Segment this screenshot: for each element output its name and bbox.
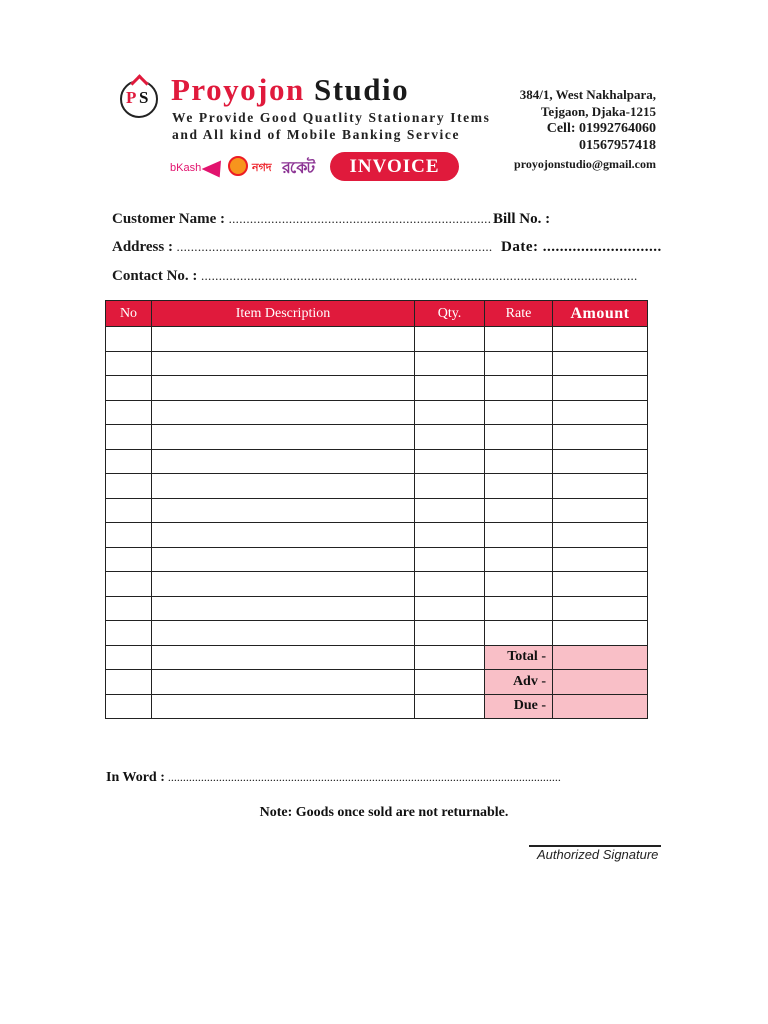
table-cell[interactable]: [106, 376, 152, 401]
table-cell[interactable]: [106, 474, 152, 499]
table-cell[interactable]: [553, 498, 648, 523]
address-label: Address :: [112, 239, 173, 255]
bill-no-field[interactable]: Bill No. :: [493, 211, 551, 227]
address-field[interactable]: [112, 239, 492, 256]
table-cell[interactable]: [415, 474, 485, 499]
return-policy-note: Note: Goods once sold are not returnable.: [259, 805, 509, 820]
cell-number-2: 01567957418: [579, 138, 656, 153]
table-cell[interactable]: [415, 547, 485, 572]
invoice-items-table: [105, 300, 648, 719]
rocket-logo: রকেট: [282, 160, 315, 177]
table-cell[interactable]: [415, 596, 485, 621]
header-item-description: Item Description: [152, 301, 415, 327]
table-row: [106, 327, 648, 352]
table-cell[interactable]: [152, 425, 415, 450]
date-field[interactable]: Date: ............................: [501, 239, 662, 255]
table-cell[interactable]: [152, 523, 415, 548]
table-cell[interactable]: [106, 621, 152, 646]
table-cell[interactable]: [553, 572, 648, 597]
table-cell[interactable]: [152, 327, 415, 352]
cell-number-1: Cell: 01992764060: [546, 121, 656, 136]
brand-name-part1: Proyojon: [171, 72, 305, 107]
address-line2: Tejgaon, Djaka-1215: [540, 104, 656, 119]
customer-name-dots: ..........................................................................: [225, 211, 492, 226]
header-qty: Qty.: [415, 301, 485, 327]
brand-name: [171, 72, 409, 108]
nagad-logo: নগদ: [252, 162, 272, 174]
table-row: [106, 670, 648, 695]
table-cell[interactable]: [152, 376, 415, 401]
bkash-bird-icon: [202, 155, 227, 178]
address-dots: .........................................................................................: [172, 239, 493, 254]
contact-label: Contact No. :: [112, 268, 198, 284]
table-cell[interactable]: [106, 645, 152, 670]
table-cell[interactable]: [415, 670, 485, 695]
tagline-line2: and All kind of Mobile Banking Service: [172, 127, 461, 142]
summary-value-cell[interactable]: [553, 694, 648, 719]
table-row: [106, 645, 648, 670]
table-row: [106, 449, 648, 474]
table-cell[interactable]: [106, 498, 152, 523]
table-cell[interactable]: [415, 400, 485, 425]
table-row: [106, 694, 648, 719]
table-cell[interactable]: [152, 449, 415, 474]
table-cell[interactable]: [485, 400, 553, 425]
table-cell[interactable]: [553, 376, 648, 401]
table-row: [106, 376, 648, 401]
table-cell[interactable]: [415, 498, 485, 523]
tagline-line1: We Provide Good Quatlity Stationary Items: [172, 110, 491, 125]
address-line1: 384/1, West Nakhalpara,: [519, 87, 656, 102]
table-cell[interactable]: [485, 498, 553, 523]
table-cell[interactable]: [553, 596, 648, 621]
table-cell[interactable]: [415, 449, 485, 474]
table-cell[interactable]: [152, 474, 415, 499]
table-cell[interactable]: [415, 523, 485, 548]
header-amount: Amount: [553, 301, 648, 327]
table-row: [106, 572, 648, 597]
table-cell[interactable]: [553, 547, 648, 572]
table-cell[interactable]: [485, 596, 553, 621]
table-row: [106, 400, 648, 425]
table-header-row: [106, 301, 648, 327]
table-row: [106, 547, 648, 572]
table-cell[interactable]: [152, 670, 415, 695]
summary-label: Adv -: [485, 670, 553, 695]
table-cell[interactable]: [485, 474, 553, 499]
brand-name-part2: Studio: [313, 72, 410, 107]
table-cell[interactable]: [152, 621, 415, 646]
table-cell[interactable]: [485, 547, 553, 572]
table-cell[interactable]: [485, 425, 553, 450]
table-cell[interactable]: [106, 694, 152, 719]
email-address: proyojonstudio@gmail.com: [514, 157, 656, 171]
table-cell[interactable]: [553, 523, 648, 548]
table-cell[interactable]: [553, 400, 648, 425]
contact-field[interactable]: [112, 268, 638, 285]
table-cell[interactable]: [415, 327, 485, 352]
table-cell[interactable]: [485, 523, 553, 548]
table-cell[interactable]: [553, 351, 648, 376]
summary-label: Due -: [485, 694, 553, 719]
header-rate: Rate: [485, 301, 553, 327]
table-cell[interactable]: [415, 351, 485, 376]
table-cell[interactable]: [553, 449, 648, 474]
table-cell[interactable]: [106, 449, 152, 474]
table-cell[interactable]: [553, 474, 648, 499]
table-cell[interactable]: [152, 694, 415, 719]
table-cell[interactable]: [106, 425, 152, 450]
table-cell[interactable]: [106, 670, 152, 695]
table-row: [106, 621, 648, 646]
customer-name-field[interactable]: [112, 211, 491, 228]
table-cell[interactable]: [152, 645, 415, 670]
summary-label: Total -: [485, 645, 553, 670]
in-word-label: In Word :: [106, 770, 165, 785]
table-cell[interactable]: [152, 572, 415, 597]
table-cell[interactable]: [106, 547, 152, 572]
nagad-icon: [228, 156, 248, 176]
table-cell[interactable]: [152, 498, 415, 523]
authorized-signature-label: Authorized Signature: [537, 847, 659, 862]
table-cell[interactable]: [106, 327, 152, 352]
studio-logo: P S: [120, 80, 158, 118]
table-cell[interactable]: [106, 351, 152, 376]
table-cell[interactable]: [106, 523, 152, 548]
summary-value-cell[interactable]: [553, 670, 648, 695]
summary-value-cell[interactable]: [553, 645, 648, 670]
table-cell[interactable]: [553, 425, 648, 450]
header-no: No: [106, 301, 152, 327]
table-cell[interactable]: [485, 449, 553, 474]
table-cell[interactable]: [485, 376, 553, 401]
table-cell[interactable]: [152, 400, 415, 425]
table-cell[interactable]: [415, 425, 485, 450]
table-cell[interactable]: [106, 596, 152, 621]
table-cell[interactable]: [106, 572, 152, 597]
table-cell[interactable]: [485, 327, 553, 352]
table-cell[interactable]: [485, 572, 553, 597]
invoice-badge: INVOICE: [330, 152, 459, 181]
contact-dots: ...........................................................................................................................: [197, 268, 638, 283]
table-cell[interactable]: [415, 645, 485, 670]
table-cell[interactable]: [553, 327, 648, 352]
table-cell[interactable]: [415, 621, 485, 646]
table-cell[interactable]: [106, 400, 152, 425]
table-row: [106, 474, 648, 499]
table-cell[interactable]: [485, 351, 553, 376]
table-cell[interactable]: [152, 596, 415, 621]
table-cell[interactable]: [152, 547, 415, 572]
in-word-dots: ...................................................................................................................................: [164, 770, 561, 784]
table-cell[interactable]: [485, 621, 553, 646]
table-row: [106, 523, 648, 548]
table-row: [106, 596, 648, 621]
table-cell[interactable]: [152, 351, 415, 376]
bkash-logo: bKash: [170, 162, 202, 174]
table-cell[interactable]: [415, 694, 485, 719]
table-cell[interactable]: [415, 376, 485, 401]
in-word-field[interactable]: [106, 770, 561, 786]
table-row: [106, 425, 648, 450]
table-row: [106, 498, 648, 523]
payment-logos: [170, 153, 330, 183]
table-cell[interactable]: [415, 572, 485, 597]
table-cell[interactable]: [553, 621, 648, 646]
customer-name-label: Customer Name :: [112, 211, 226, 227]
table-row: [106, 351, 648, 376]
